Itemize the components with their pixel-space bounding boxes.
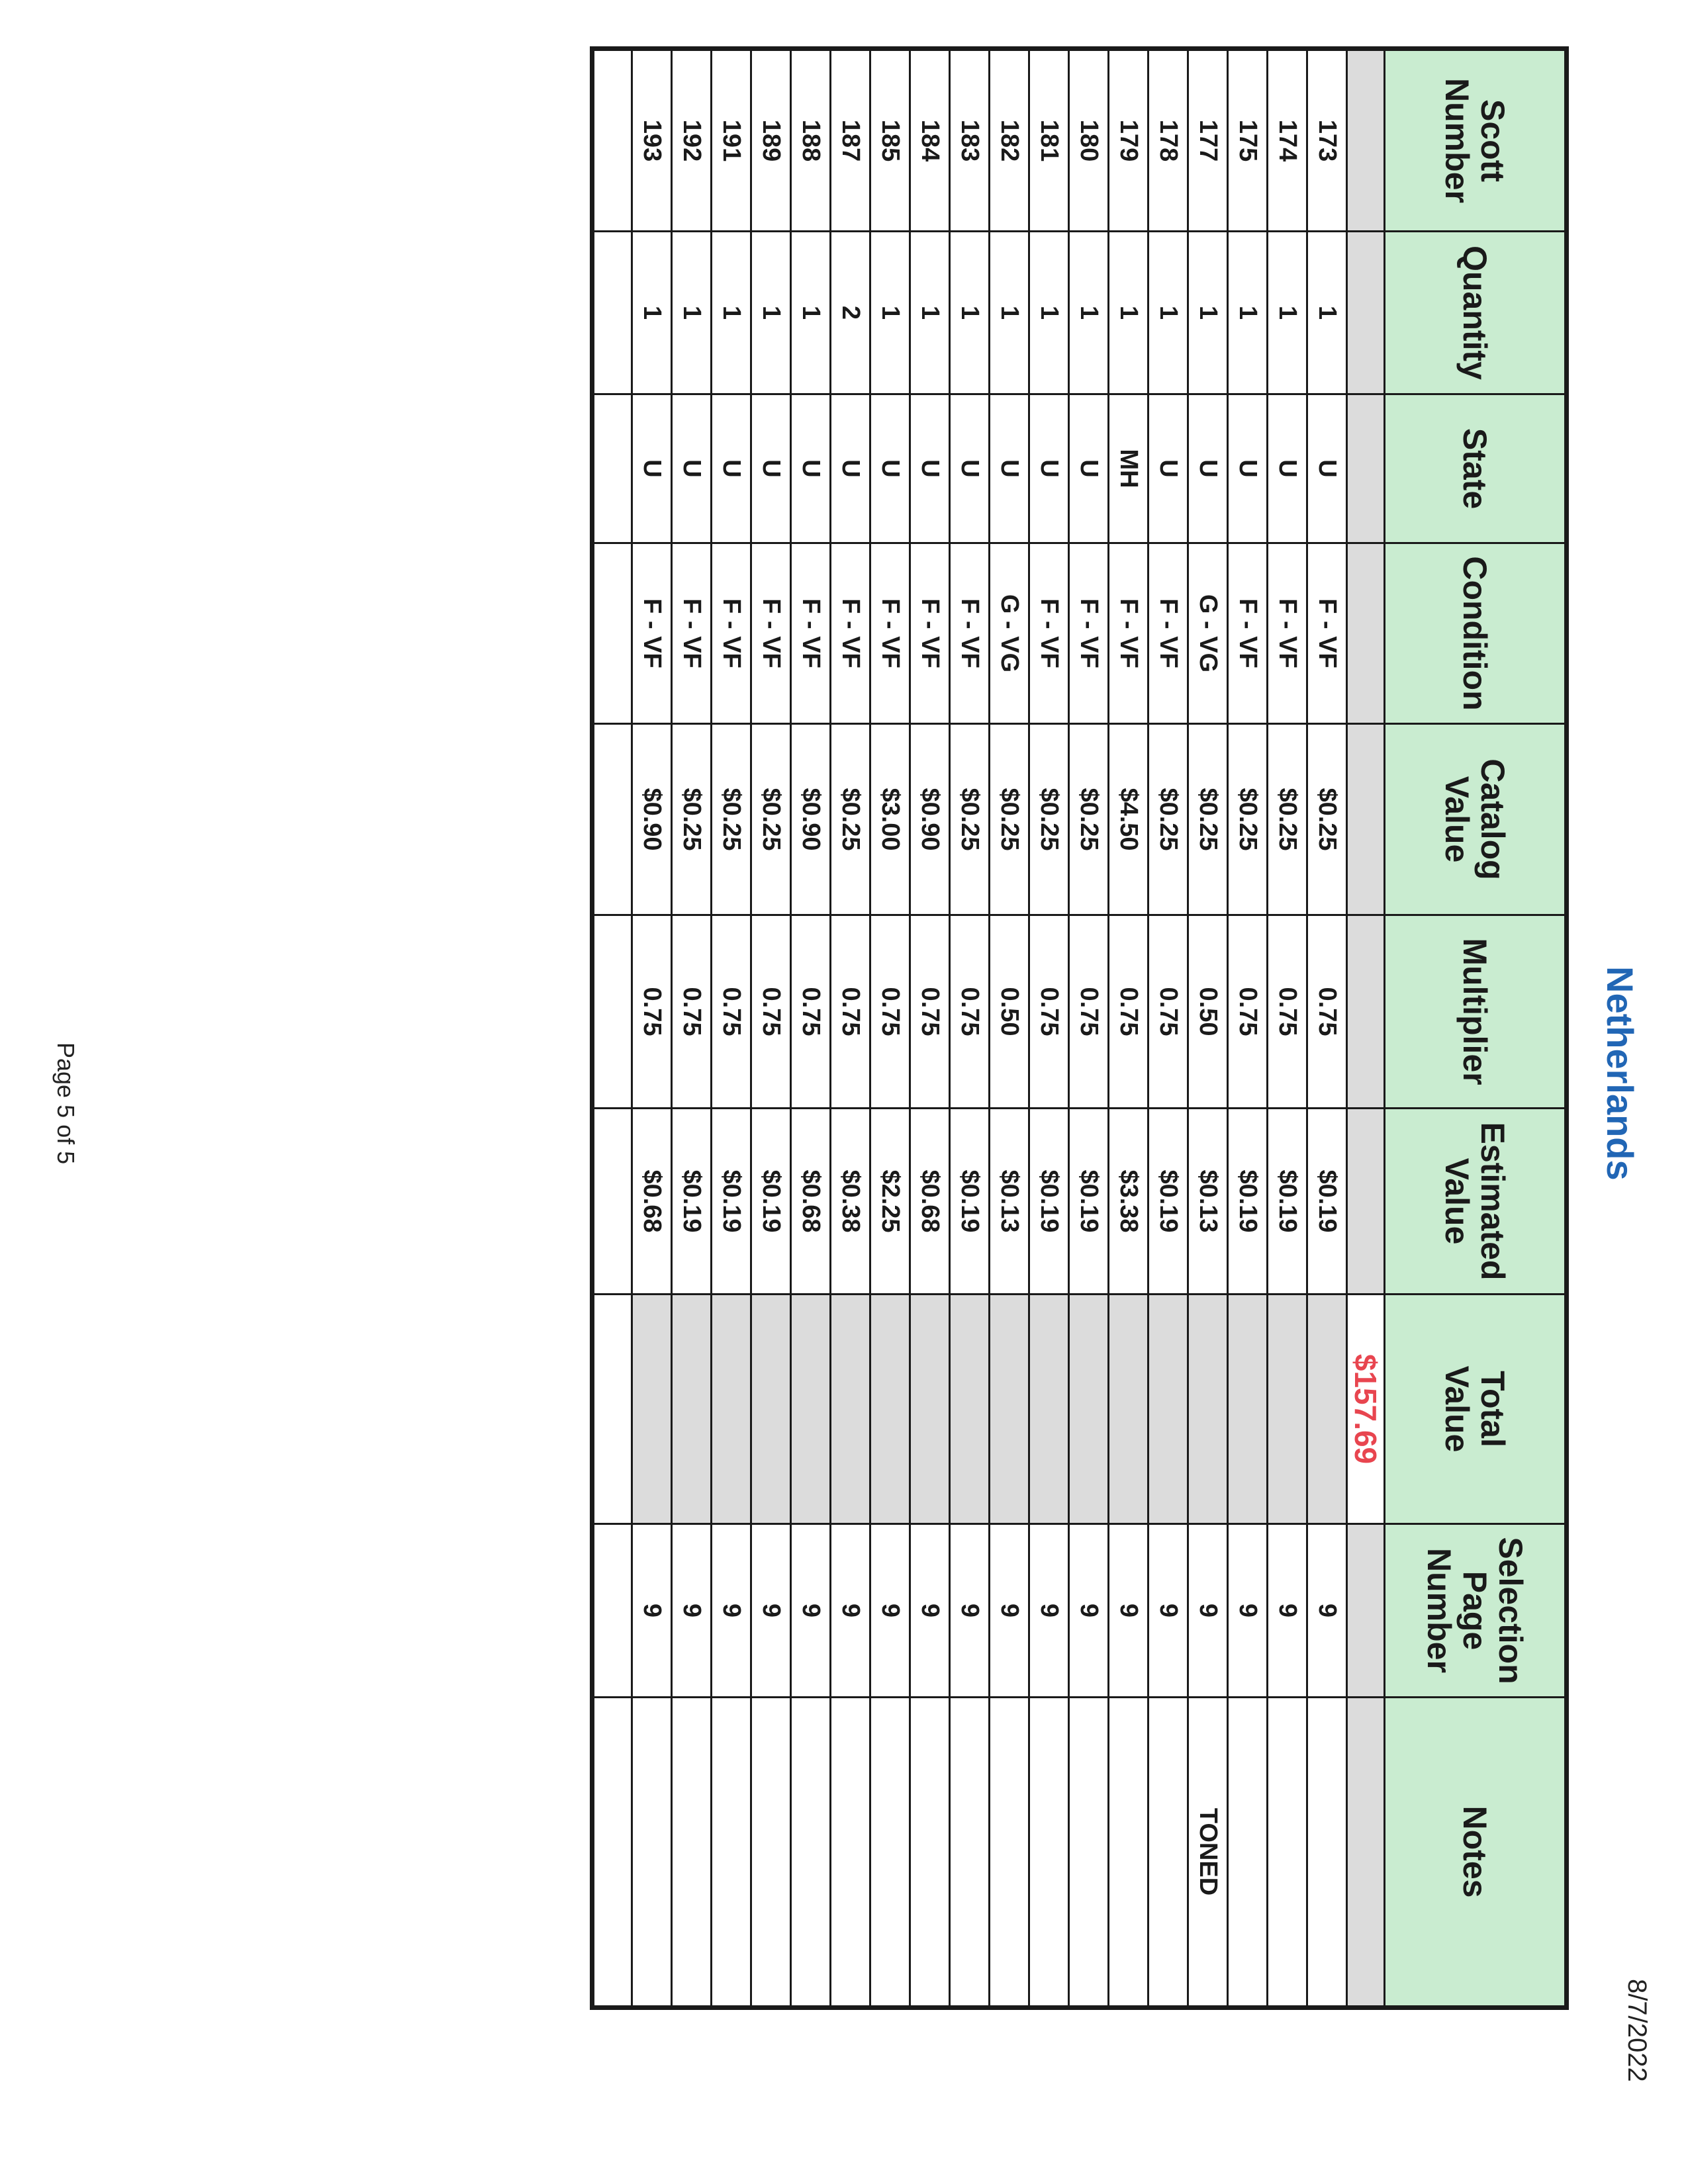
band-cell (1347, 394, 1385, 543)
cell-multiplier: 0.75 (1307, 915, 1347, 1109)
table-row (950, 49, 990, 2008)
cell-total-value (1307, 1295, 1347, 1524)
cell-multiplier: 0.75 (831, 915, 870, 1109)
cell-state: U (1149, 394, 1188, 543)
band-cell (1347, 915, 1385, 1109)
cell-total-value (950, 1295, 990, 1524)
cell-quantity (592, 232, 632, 394)
header-notes: Notes (1385, 1698, 1567, 2008)
table-row (592, 49, 632, 2008)
cell-state: U (712, 394, 751, 543)
cell-multiplier: 0.50 (990, 915, 1029, 1109)
cell-quantity: 1 (672, 232, 712, 394)
cell-multiplier: 0.75 (1149, 915, 1188, 1109)
cell-scott-number: 182 (990, 49, 1029, 232)
cell-notes (1228, 1698, 1268, 2008)
cell-condition: F - VF (672, 543, 712, 724)
cell-notes (1109, 1698, 1149, 2008)
cell-state: U (990, 394, 1029, 543)
cell-state: U (672, 394, 712, 543)
cell-estimated-value: $0.19 (1149, 1109, 1188, 1295)
cell-selection-page: 9 (1069, 1524, 1109, 1698)
page-title: Netherlands (1599, 966, 1641, 1181)
cell-state: U (751, 394, 791, 543)
cell-total-value (632, 1295, 672, 1524)
cell-scott-number: 187 (831, 49, 870, 232)
cell-estimated-value: $0.68 (910, 1109, 950, 1295)
cell-state: U (910, 394, 950, 543)
inventory-table (590, 46, 1569, 2010)
cell-catalog-value: $0.25 (1188, 724, 1228, 915)
cell-state: U (1228, 394, 1268, 543)
cell-quantity: 1 (1307, 232, 1347, 394)
cell-quantity: 1 (910, 232, 950, 394)
cell-condition: F - VF (1149, 543, 1188, 724)
table-row (1188, 49, 1228, 2008)
cell-notes (1029, 1698, 1069, 2008)
cell-notes (791, 1698, 831, 2008)
cell-scott-number: 191 (712, 49, 751, 232)
table-row (831, 49, 870, 2008)
cell-multiplier: 0.75 (632, 915, 672, 1109)
cell-catalog-value: $0.25 (1149, 724, 1188, 915)
cell-condition: G - VG (990, 543, 1029, 724)
cell-estimated-value: $0.38 (831, 1109, 870, 1295)
cell-catalog-value: $0.25 (1268, 724, 1307, 915)
cell-total-value (1268, 1295, 1307, 1524)
cell-state: MH (1109, 394, 1149, 543)
cell-notes (632, 1698, 672, 2008)
cell-state: U (791, 394, 831, 543)
cell-state: U (870, 394, 910, 543)
cell-scott-number: 177 (1188, 49, 1228, 232)
page-date: 8/7/2022 (1622, 1979, 1652, 2082)
header-selection-page-number: Selection Page Number (1385, 1524, 1567, 1698)
cell-catalog-value: $0.25 (1069, 724, 1109, 915)
cell-multiplier: 0.75 (1109, 915, 1149, 1109)
cell-selection-page: 9 (672, 1524, 712, 1698)
cell-scott-number: 175 (1228, 49, 1268, 232)
cell-selection-page: 9 (712, 1524, 751, 1698)
header-scott-number: Scott Number (1385, 49, 1567, 232)
cell-state: U (1188, 394, 1228, 543)
cell-condition: F - VF (632, 543, 672, 724)
cell-state: U (831, 394, 870, 543)
cell-scott-number: 183 (950, 49, 990, 232)
header-state: State (1385, 394, 1567, 543)
table-row (712, 49, 751, 2008)
cell-notes (910, 1698, 950, 2008)
cell-multiplier: 0.75 (950, 915, 990, 1109)
cell-notes (831, 1698, 870, 2008)
cell-estimated-value: $0.13 (990, 1109, 1029, 1295)
cell-selection-page: 9 (791, 1524, 831, 1698)
table-row (1228, 49, 1268, 2008)
cell-condition (592, 543, 632, 724)
cell-notes (672, 1698, 712, 2008)
table-row (1029, 49, 1069, 2008)
band-cell (1347, 1524, 1385, 1698)
cell-selection-page: 9 (831, 1524, 870, 1698)
cell-condition: F - VF (1268, 543, 1307, 724)
table-row (990, 49, 1029, 2008)
cell-notes (1307, 1698, 1347, 2008)
cell-selection-page: 9 (990, 1524, 1029, 1698)
cell-selection-page: 9 (1109, 1524, 1149, 1698)
band-cell (1347, 1109, 1385, 1295)
header-quantity: Quantity (1385, 232, 1567, 394)
cell-selection-page: 9 (1029, 1524, 1069, 1698)
cell-quantity: 1 (712, 232, 751, 394)
cell-estimated-value: $2.25 (870, 1109, 910, 1295)
cell-multiplier: 0.75 (1069, 915, 1109, 1109)
cell-scott-number: 174 (1268, 49, 1307, 232)
table-row (1307, 49, 1347, 2008)
cell-state: U (950, 394, 990, 543)
cell-multiplier: 0.75 (1029, 915, 1069, 1109)
table-body (592, 49, 1347, 2008)
cell-estimated-value: $0.13 (1188, 1109, 1228, 1295)
cell-quantity: 1 (990, 232, 1029, 394)
table-row (791, 49, 831, 2008)
cell-quantity: 1 (791, 232, 831, 394)
cell-catalog-value: $0.25 (712, 724, 751, 915)
cell-quantity: 1 (1109, 232, 1149, 394)
cell-notes (712, 1698, 751, 2008)
table-row (870, 49, 910, 2008)
table-row (1069, 49, 1109, 2008)
cell-selection-page: 9 (1188, 1524, 1228, 1698)
cell-total-value (1228, 1295, 1268, 1524)
cell-total-value (910, 1295, 950, 1524)
header-band-row (1347, 49, 1385, 2008)
cell-catalog-value: $4.50 (1109, 724, 1149, 915)
cell-selection-page: 9 (751, 1524, 791, 1698)
cell-estimated-value: $0.68 (632, 1109, 672, 1295)
cell-quantity: 1 (950, 232, 990, 394)
cell-scott-number: 188 (791, 49, 831, 232)
table-row (1109, 49, 1149, 2008)
cell-quantity: 1 (751, 232, 791, 394)
cell-state: U (632, 394, 672, 543)
cell-catalog-value: $0.25 (1228, 724, 1268, 915)
header-catalog-value: Catalog Value (1385, 724, 1567, 915)
cell-quantity: 1 (1029, 232, 1069, 394)
band-cell (1347, 232, 1385, 394)
cell-condition: F - VF (1307, 543, 1347, 724)
cell-estimated-value: $0.19 (712, 1109, 751, 1295)
cell-catalog-value: $0.25 (1029, 724, 1069, 915)
cell-multiplier: 0.75 (1228, 915, 1268, 1109)
cell-condition: F - VF (791, 543, 831, 724)
cell-total-value (1149, 1295, 1188, 1524)
cell-total-value (1069, 1295, 1109, 1524)
cell-total-value (672, 1295, 712, 1524)
cell-selection-page: 9 (1307, 1524, 1347, 1698)
band-cell (1347, 724, 1385, 915)
cell-estimated-value: $0.19 (672, 1109, 712, 1295)
cell-total-value (592, 1295, 632, 1524)
cell-total-value (1188, 1295, 1228, 1524)
cell-quantity: 1 (1149, 232, 1188, 394)
cell-multiplier: 0.75 (791, 915, 831, 1109)
table-row (910, 49, 950, 2008)
table-row (1268, 49, 1307, 2008)
cell-notes (950, 1698, 990, 2008)
cell-notes (1149, 1698, 1188, 2008)
cell-selection-page: 9 (632, 1524, 672, 1698)
cell-total-value (870, 1295, 910, 1524)
cell-scott-number: 178 (1149, 49, 1188, 232)
cell-total-value (712, 1295, 751, 1524)
cell-multiplier: 0.75 (870, 915, 910, 1109)
cell-quantity: 1 (1268, 232, 1307, 394)
cell-state: U (1029, 394, 1069, 543)
cell-selection-page: 9 (1228, 1524, 1268, 1698)
cell-notes (990, 1698, 1029, 2008)
cell-quantity: 1 (870, 232, 910, 394)
cell-total-value (1109, 1295, 1149, 1524)
cell-catalog-value: $0.25 (990, 724, 1029, 915)
cell-catalog-value: $3.00 (870, 724, 910, 915)
cell-notes (592, 1698, 632, 2008)
cell-selection-page: 9 (950, 1524, 990, 1698)
cell-total-value (751, 1295, 791, 1524)
cell-condition: F - VF (712, 543, 751, 724)
cell-condition: F - VF (831, 543, 870, 724)
cell-notes: TONED (1188, 1698, 1228, 2008)
cell-scott-number: 181 (1029, 49, 1069, 232)
cell-scott-number: 180 (1069, 49, 1109, 232)
cell-condition: F - VF (950, 543, 990, 724)
table-row (1149, 49, 1188, 2008)
page-footer: Page 5 of 5 (52, 1042, 79, 1165)
cell-catalog-value: $0.25 (1307, 724, 1347, 915)
cell-estimated-value: $0.19 (1228, 1109, 1268, 1295)
cell-scott-number: 189 (751, 49, 791, 232)
cell-condition: F - VF (1029, 543, 1069, 724)
cell-estimated-value: $0.19 (1307, 1109, 1347, 1295)
cell-state: U (1307, 394, 1347, 543)
cell-scott-number: 179 (1109, 49, 1149, 232)
cell-total-value (791, 1295, 831, 1524)
cell-condition: F - VF (910, 543, 950, 724)
header-multiplier: Multiplier (1385, 915, 1567, 1109)
cell-condition: F - VF (1069, 543, 1109, 724)
cell-condition: F - VF (1228, 543, 1268, 724)
cell-estimated-value: $0.68 (791, 1109, 831, 1295)
table-row (632, 49, 672, 2008)
cell-quantity: 2 (831, 232, 870, 394)
cell-scott-number (592, 49, 632, 232)
cell-estimated-value: $0.19 (1268, 1109, 1307, 1295)
cell-catalog-value: $0.25 (950, 724, 990, 915)
cell-multiplier: 0.75 (1268, 915, 1307, 1109)
cell-estimated-value (592, 1109, 632, 1295)
cell-state: U (1268, 394, 1307, 543)
cell-quantity: 1 (1188, 232, 1228, 394)
total-value-amount: $157.69 (1347, 1295, 1385, 1524)
cell-catalog-value: $0.25 (831, 724, 870, 915)
cell-condition: F - VF (870, 543, 910, 724)
table-row (751, 49, 791, 2008)
cell-quantity: 1 (1069, 232, 1109, 394)
header-estimated-value: Estimated Value (1385, 1109, 1567, 1295)
cell-catalog-value (592, 724, 632, 915)
cell-scott-number: 184 (910, 49, 950, 232)
header-row (1385, 49, 1567, 2008)
cell-selection-page: 9 (1268, 1524, 1307, 1698)
cell-multiplier: 0.75 (910, 915, 950, 1109)
cell-estimated-value: $0.19 (751, 1109, 791, 1295)
cell-selection-page: 9 (1149, 1524, 1188, 1698)
cell-selection-page: 9 (910, 1524, 950, 1698)
cell-state (592, 394, 632, 543)
cell-notes (751, 1698, 791, 2008)
cell-notes (870, 1698, 910, 2008)
cell-estimated-value: $0.19 (1069, 1109, 1109, 1295)
cell-estimated-value: $0.19 (1029, 1109, 1069, 1295)
table-row (672, 49, 712, 2008)
cell-multiplier: 0.75 (712, 915, 751, 1109)
band-cell (1347, 49, 1385, 232)
cell-selection-page (592, 1524, 632, 1698)
cell-quantity: 1 (1228, 232, 1268, 394)
cell-scott-number: 185 (870, 49, 910, 232)
cell-catalog-value: $0.90 (910, 724, 950, 915)
cell-scott-number: 173 (1307, 49, 1347, 232)
cell-state: U (1069, 394, 1109, 543)
cell-scott-number: 192 (672, 49, 712, 232)
cell-multiplier: 0.75 (672, 915, 712, 1109)
cell-estimated-value: $0.19 (950, 1109, 990, 1295)
cell-total-value (1029, 1295, 1069, 1524)
cell-total-value (990, 1295, 1029, 1524)
band-cell (1347, 1698, 1385, 2008)
cell-notes (1069, 1698, 1109, 2008)
cell-catalog-value: $0.90 (791, 724, 831, 915)
cell-condition: F - VF (751, 543, 791, 724)
cell-catalog-value: $0.25 (672, 724, 712, 915)
cell-scott-number: 193 (632, 49, 672, 232)
cell-condition: G - VG (1188, 543, 1228, 724)
cell-selection-page: 9 (870, 1524, 910, 1698)
cell-estimated-value: $3.38 (1109, 1109, 1149, 1295)
band-cell (1347, 543, 1385, 724)
cell-condition: F - VF (1109, 543, 1149, 724)
cell-catalog-value: $0.90 (632, 724, 672, 915)
header-total-value: Total Value (1385, 1295, 1567, 1524)
cell-catalog-value: $0.25 (751, 724, 791, 915)
cell-multiplier: 0.75 (751, 915, 791, 1109)
cell-notes (1268, 1698, 1307, 2008)
cell-multiplier (592, 915, 632, 1109)
cell-multiplier: 0.50 (1188, 915, 1228, 1109)
cell-total-value (831, 1295, 870, 1524)
header-condition: Condition (1385, 543, 1567, 724)
cell-quantity: 1 (632, 232, 672, 394)
